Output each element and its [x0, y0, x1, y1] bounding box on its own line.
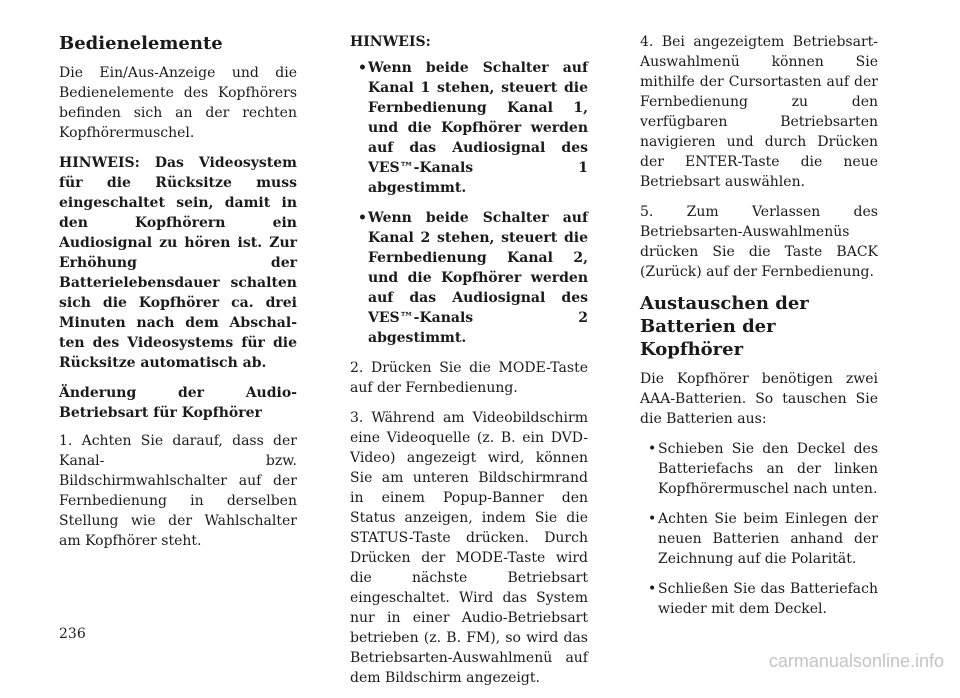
column-right [640, 32, 878, 629]
column-middle [350, 32, 588, 698]
list-item: • Wenn beide Schalter auf Kanal 1 stehen, steuert die Fernbedienung Kanal 1, und die Kopfhörer werden auf das Audiosignal des VES™-Kanals 1 abgestimmt. [350, 58, 588, 198]
note-video-system: HINWEIS: Das Videosystem für die Rücksitze muss eingeschaltet sein, damit in den Kopfhörern ein Audiosignal zu hören ist. Zur Erhöhung der Batterielebensdauer schalten sich die Kopfhörer ca. drei Minuten nach dem Abschalten des Videosystems für die Rücksitze automatisch ab. [59, 155, 297, 371]
subheading-audio-mode: Änderung der Audio-Betriebsart für Kopfhörer [59, 385, 297, 421]
step-4: 4. Bei angezeigtem Betriebsart-Auswahlmenü können Sie mithilfe der Cursortasten auf der Fernbedienung zu den verfügbaren Betriebsarten navigieren und durch Drücken der ENTER-Taste die neue Betriebsart auswählen. [640, 34, 878, 190]
step-1: 1. Achten Sie darauf, dass der Kanal- bzw. Bildschirmwahlschalter auf der Fernbedienung in derselben Stellung wie der Wahlschalter am Kopfhörer steht. [59, 433, 297, 549]
controls-paragraph: Die Ein/Aus-Anzeige und die Bedienelemente des Kopfhörers befinden sich an der rechten Kopfhörermuschel. [59, 65, 297, 141]
battery-steps-list [640, 439, 878, 619]
section-heading-batteries: Austauschen der Batterien der Kopfhörer [640, 293, 809, 360]
note-title: HINWEIS: [350, 34, 431, 50]
column-left [59, 32, 297, 561]
batteries-intro: Die Kopfhörer benötigen zwei AAA-Batterien. So tauschen Sie die Batterien aus: [640, 371, 878, 427]
step-3: 3. Während am Videobildschirm eine Videoquelle (z. B. ein DVD-Video) angezeigt wird, können Sie am unteren Bildschirmrand in einem Popup-Banner den Status anzeigen, indem Sie die STATUS-Taste drücken. Durch Drücken der MODE-Taste wird die nächste Betriebsart eingeschaltet. Wird das System nur in einer Audio-Betriebsart betrieben (z. B. FM), so wird das Betriebsarten-Auswahlmenü auf dem Bildschirm angezeigt. [350, 410, 588, 686]
list-item: • Schließen Sie das Batteriefach wieder mit dem Deckel. [640, 579, 878, 619]
list-item: • Achten Sie beim Einlegen der neuen Batterien anhand der Zeichnung auf die Polarität. [640, 509, 878, 569]
list-item: • Wenn beide Schalter auf Kanal 2 stehen, steuert die Fernbedienung Kanal 2, und die Kopfhörer werden auf das Audiosignal des VES™-Kanals 2 abgestimmt. [350, 208, 588, 348]
step-2: 2. Drücken Sie die MODE-Taste auf der Fernbedienung. [350, 360, 588, 396]
section-heading-controls: Bedienelemente [59, 33, 223, 54]
note-bullet-list [350, 58, 588, 348]
page-number: 236 [59, 626, 86, 642]
watermark: carmanualsonline.info [768, 651, 944, 671]
list-item: • Schieben Sie den Deckel des Batteriefachs an der linken Kopfhörermuschel nach unten. [640, 439, 878, 499]
step-5: 5. Zum Verlassen des Betriebsarten-Auswahlmenüs drücken Sie die Taste BACK (Zurück) auf der Fernbedienung. [640, 204, 878, 280]
